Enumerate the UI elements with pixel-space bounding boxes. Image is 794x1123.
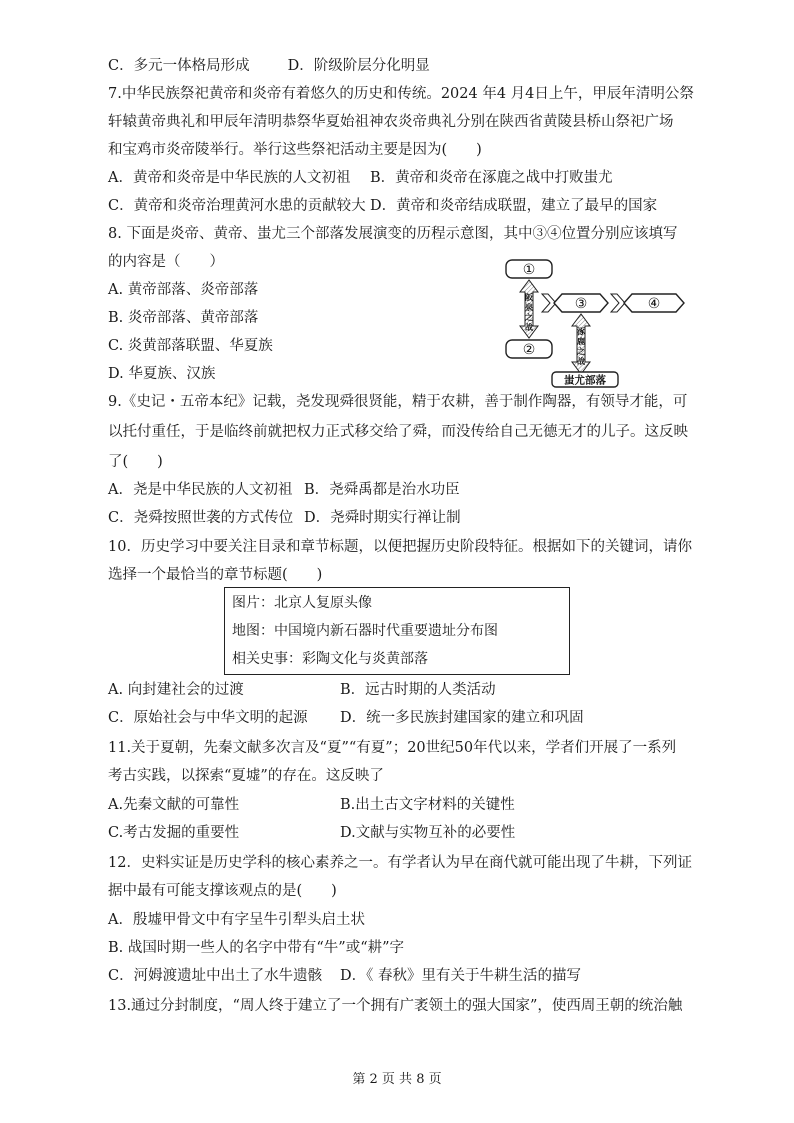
diagram-battle2-char4: 战 bbox=[577, 357, 585, 366]
diagram-label-2: ② bbox=[522, 342, 536, 358]
q9-option-d: D．尧舜时期实行禅让制 bbox=[304, 510, 461, 526]
q7-option-a: A．黄帝和炎帝是中华民族的人文初祖 bbox=[108, 170, 351, 186]
keyword-box-line1: 图片：北京人复原头像 bbox=[232, 595, 372, 611]
q7-option-b: B．黄帝和炎帝在涿鹿之战中打败蚩尤 bbox=[370, 170, 613, 186]
q10-options-cd bbox=[108, 708, 584, 728]
diagram-chiyou-label: 蚩尤部落 bbox=[564, 374, 606, 387]
q11-options-ab bbox=[108, 795, 515, 815]
q7-options-ab bbox=[108, 168, 613, 188]
q9-stem-line3: 了( ) bbox=[108, 454, 163, 470]
q7-stem-line3: 和宝鸡市炎帝陵举行。举行这些祭祀活动主要是因为( ) bbox=[108, 142, 482, 158]
q11-options-cd bbox=[108, 823, 515, 843]
q7-stem-line1: 7.中华民族祭祀黄帝和炎帝有着悠久的历史和传统。2024 年4 月4日上午，甲辰年清明公祭 bbox=[108, 86, 694, 102]
diagram-battle1-char2: 泉 bbox=[525, 303, 533, 312]
q7-option-d: D．黄帝和炎帝结成联盟，建立了最早的国家 bbox=[370, 198, 658, 214]
q9-option-a: A．尧是中华民族的人文初祖 bbox=[108, 482, 293, 498]
q10-stem-line2: 选择一个最恰当的章节标题( ) bbox=[108, 567, 323, 583]
page-number: 第 2 页 共 8 页 bbox=[352, 1072, 442, 1087]
q11-stem-line1: 11.关于夏朝，先秦文献多次言及“夏”“有夏”；20世纪50年代以来，学者们开展了一系列 bbox=[108, 740, 677, 756]
q11-option-c: C.考古发掘的重要性 bbox=[108, 825, 240, 841]
q7-stem-line2: 轩辕黄帝典礼和甲辰年清明恭祭华夏始祖神农炎帝典礼分别在陕西省黄陵县桥山祭祀广场 bbox=[108, 114, 674, 130]
diagram-label-3: ③ bbox=[574, 296, 588, 312]
q9-stem-line1: 9.《史记・五帝本纪》记载，尧发现舜很贤能，精于农耕，善于制作陶器，有领导才能，可 bbox=[108, 394, 688, 410]
diagram-battle1-char1: 阪 bbox=[525, 293, 533, 302]
q11-option-d: D.文献与实物互补的必要性 bbox=[340, 825, 516, 841]
q10-option-d: D．统一多民族封建国家的建立和巩固 bbox=[340, 710, 584, 726]
diagram-chiyou-box bbox=[552, 372, 618, 387]
diagram-box-4 bbox=[624, 294, 684, 312]
q12-option-a: A．殷墟甲骨文中有字呈牛引犁头启土状 bbox=[108, 912, 365, 928]
diagram-battle1-char4: 战 bbox=[525, 323, 533, 332]
diagram-battle2-char2: 鹿 bbox=[577, 337, 585, 346]
q11-option-b: B.出土古文字材料的关键性 bbox=[340, 797, 515, 813]
q7-option-c: C．黄帝和炎帝治理黄河水患的贡献较大 bbox=[108, 198, 366, 214]
q10-options-ab bbox=[108, 680, 496, 700]
q6-options-cd bbox=[108, 56, 430, 76]
q8-stem-line2: 的内容是（ ） bbox=[108, 254, 224, 270]
diagram-battle2-char1: 涿 bbox=[577, 327, 585, 336]
q8-option-a: A. 黄帝部落、炎帝部落 bbox=[108, 282, 259, 298]
q6-option-c: C．多元一体格局形成 bbox=[108, 58, 250, 74]
q12-option-b: B. 战国时期一些人的名字中带有“牛”或“耕”字 bbox=[108, 940, 405, 956]
keyword-box-line2: 地图：中国境内新石器时代重要遗址分布图 bbox=[232, 623, 498, 639]
q12-option-c: C．河姆渡遗址中出土了水牛遗骸 bbox=[108, 968, 323, 984]
q10-option-a: A. 向封建社会的过渡 bbox=[108, 682, 244, 698]
diagram-box-3 bbox=[554, 294, 608, 312]
q6-option-d: D．阶级阶层分化明显 bbox=[287, 58, 430, 74]
q9-options-cd bbox=[108, 508, 461, 528]
diagram-box-1 bbox=[506, 260, 552, 278]
q12-stem-line1: 12．史料实证是历史学科的核心素养之一。有学者认为早在商代就可能出现了牛耕，下列证 bbox=[108, 855, 692, 871]
q11-stem-line2: 考古实践，以探索“夏墟”的存在。这反映了 bbox=[108, 768, 384, 784]
q10-stem-line1: 10．历史学习中要关注目录和章节标题，以便把握历史阶段特征。根据如下的关键词，请你 bbox=[108, 539, 692, 555]
q10-option-c: C．原始社会与中华文明的起源 bbox=[108, 710, 308, 726]
keyword-box-line3: 相关史事：彩陶文化与炎黄部落 bbox=[232, 651, 428, 667]
q10-option-b: B．远古时期的人类活动 bbox=[340, 682, 496, 698]
diagram-label-4: ④ bbox=[647, 296, 661, 312]
diagram-arrow-zhuolu bbox=[572, 314, 590, 374]
diagram-arrow-banquan bbox=[520, 280, 538, 338]
q9-option-c: C．尧舜按照世袭的方式传位 bbox=[108, 510, 294, 526]
q12-options-cd bbox=[108, 966, 581, 986]
q11-option-a: A.先秦文献的可靠性 bbox=[108, 797, 240, 813]
diagram-box-2 bbox=[506, 340, 552, 358]
tribe-evolution-diagram bbox=[496, 256, 692, 388]
q9-option-b: B．尧舜禹都是治水功臣 bbox=[304, 482, 460, 498]
q9-stem-line2: 以托付重任，于是临终前就把权力正式移交给了舜，而没传给自己无德无才的儿子。这反映 bbox=[108, 424, 688, 440]
q9-options-ab bbox=[108, 480, 460, 500]
q7-options-cd bbox=[108, 196, 657, 216]
q8-option-d: D. 华夏族、汉族 bbox=[108, 366, 216, 382]
diagram-label-1: ① bbox=[522, 262, 536, 278]
q8-option-b: B. 炎帝部落、黄帝部落 bbox=[108, 310, 259, 326]
q8-option-c: C. 炎黄部落联盟、华夏族 bbox=[108, 338, 273, 354]
q13-stem-line1: 13.通过分封制度，“周人终于建立了一个拥有广袤领土的强大国家”，使西周王朝的统治触 bbox=[108, 998, 683, 1014]
diagram-battle1-char3: 之 bbox=[525, 313, 533, 322]
q8-stem-line1: 8. 下面是炎帝、黄帝、蚩尤三个部落发展演变的历程示意图，其中③④位置分别应该填写 bbox=[108, 226, 678, 242]
q12-option-d: D．《 春秋》里有关于牛耕生活的描写 bbox=[340, 968, 581, 984]
diagram-battle2-char3: 之 bbox=[577, 347, 585, 356]
q12-stem-line2: 据中最有可能支撑该观点的是( ) bbox=[108, 883, 337, 899]
